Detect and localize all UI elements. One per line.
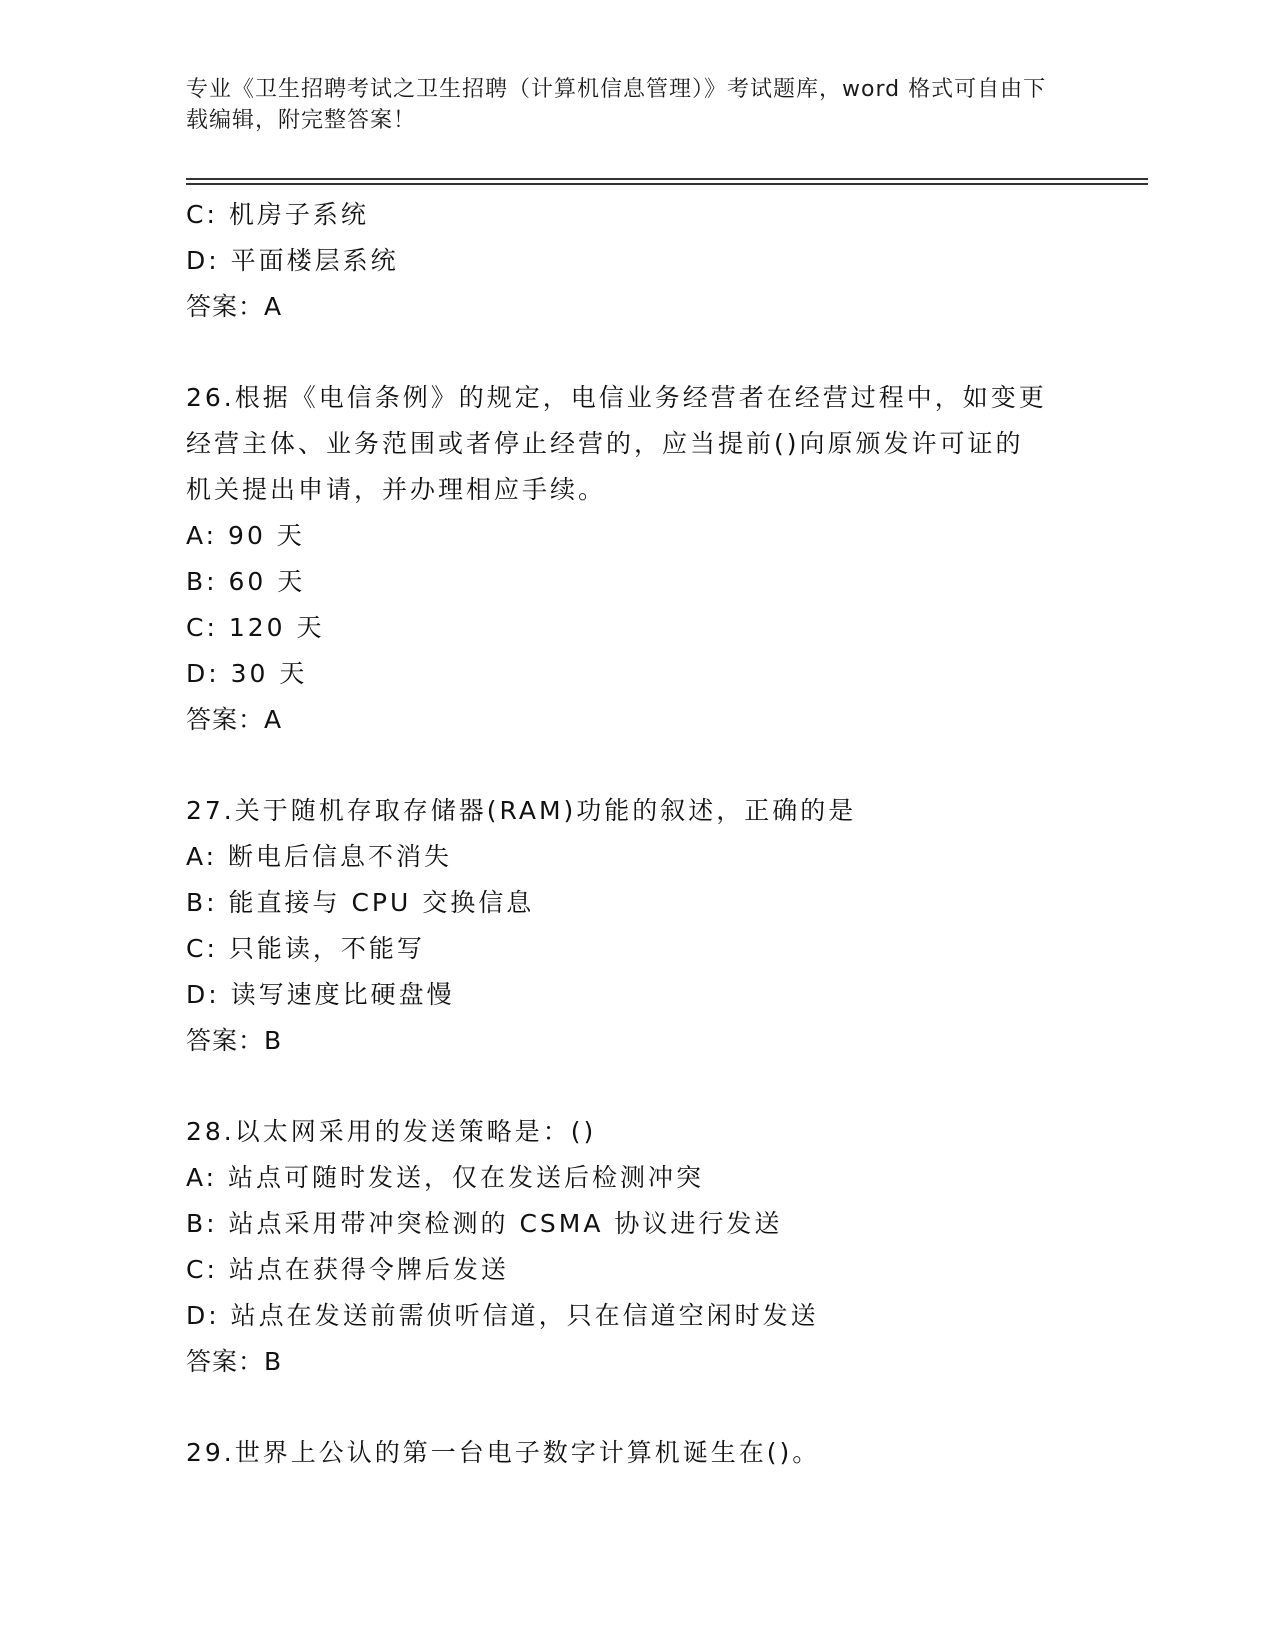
option-c: C: 站点在获得令牌后发送 bbox=[186, 1255, 509, 1284]
header-divider-top bbox=[186, 178, 1148, 180]
option-a: A: 站点可随时发送，仅在发送后检测冲突 bbox=[186, 1163, 705, 1192]
option-a: A: 90 天 bbox=[186, 521, 305, 550]
option-a: A: 断电后信息不消失 bbox=[186, 842, 453, 871]
page-header: 专业《卫生招聘考试之卫生招聘（计算机信息管理）》考试题库，word 格式可自由下载编辑，附完整答案！ bbox=[186, 77, 1047, 133]
question-stem: 经营主体、业务范围或者停止经营的，应当提前()向原颁发许可证的 bbox=[186, 429, 1024, 458]
option-c: C: 只能读，不能写 bbox=[186, 934, 425, 963]
option-d: D: 读写速度比硬盘慢 bbox=[186, 980, 455, 1009]
option-b: B: 能直接与 CPU 交换信息 bbox=[186, 888, 535, 917]
answer-line: 答案：A bbox=[186, 292, 283, 321]
answer-line: 答案：B bbox=[186, 1347, 283, 1376]
question-26 bbox=[186, 375, 1086, 743]
option-c: C: 机房子系统 bbox=[186, 200, 369, 229]
option-c: C: 120 天 bbox=[186, 613, 325, 642]
question-stem: 28.以太网采用的发送策略是：() bbox=[186, 1117, 597, 1146]
question-29 bbox=[186, 1430, 1086, 1476]
question-27 bbox=[186, 788, 1086, 1064]
option-d: D: 站点在发送前需侦听信道，只在信道空闲时发送 bbox=[186, 1301, 819, 1330]
question-stem: 机关提出申请，并办理相应手续。 bbox=[186, 475, 607, 504]
question-content bbox=[186, 192, 1086, 1476]
question-stem: 26.根据《电信条例》的规定，电信业务经营者在经营过程中，如变更 bbox=[186, 383, 1047, 412]
option-d: D: 平面楼层系统 bbox=[186, 246, 399, 275]
header-divider-bottom bbox=[186, 183, 1148, 185]
question-28 bbox=[186, 1109, 1086, 1385]
option-d: D: 30 天 bbox=[186, 659, 308, 688]
question-stem: 29.世界上公认的第一台电子数字计算机诞生在()。 bbox=[186, 1438, 821, 1467]
answer-line: 答案：A bbox=[186, 705, 283, 734]
answer-line: 答案：B bbox=[186, 1026, 283, 1055]
option-b: B: 站点采用带冲突检测的 CSMA 协议进行发送 bbox=[186, 1209, 783, 1238]
option-b: B: 60 天 bbox=[186, 567, 306, 596]
question-stem: 27.关于随机存取存储器(RAM)功能的叙述，正确的是 bbox=[186, 796, 857, 825]
